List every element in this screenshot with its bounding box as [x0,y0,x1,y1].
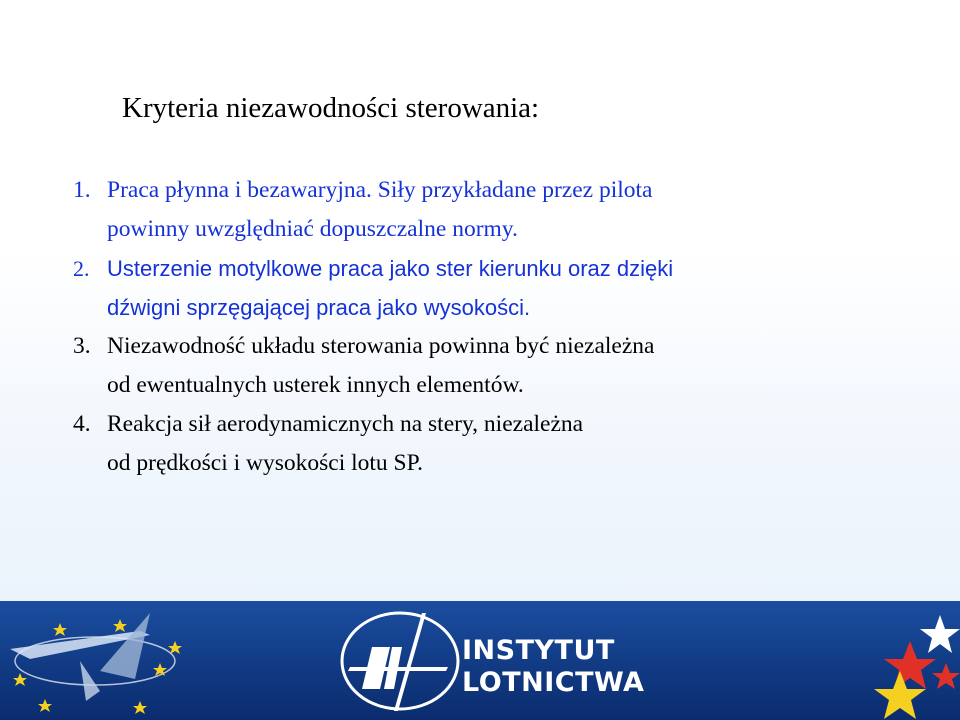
brand-name [462,635,644,699]
item-number: 1. [73,177,91,203]
item-number: 3. [73,333,91,359]
stars-decoration-icon [860,601,960,720]
list-item [73,249,893,327]
item-number: 4. [73,411,91,437]
list-item [73,171,893,249]
item-number: 2. [73,256,90,281]
brand-line: INSTYTUT [462,635,615,666]
item-line: Praca płynna i bezawaryjna. Siły przykładane przez pilota [107,177,653,203]
criteria-list [73,171,893,483]
item-line: od ewentualnych usterek innych elementów. [107,372,524,398]
item-line: dźwigni sprzęgającej praca jako wysokości. [107,295,531,320]
item-line: Niezawodność układu sterowania powinna być niezależna [107,333,655,359]
brand-line: LOTNICTWA [462,667,645,698]
item-line: Reakcja sił aerodynamicznych na stery, niezależna [107,411,584,437]
slide-title: Kryteria niezawodności sterowania: [122,92,540,124]
list-item [73,405,893,483]
instytut-lotnictwa-logo-icon [330,607,460,715]
aviation-emblem-icon [0,601,200,720]
item-line: od prędkości i wysokości lotu SP. [107,450,423,476]
list-item [73,327,893,405]
item-line: powinny uwzględniać dopuszczalne normy. [107,216,518,242]
item-line: Usterzenie motylkowe praca jako ster kierunku oraz dzięki [107,256,674,281]
footer-banner [0,601,960,720]
